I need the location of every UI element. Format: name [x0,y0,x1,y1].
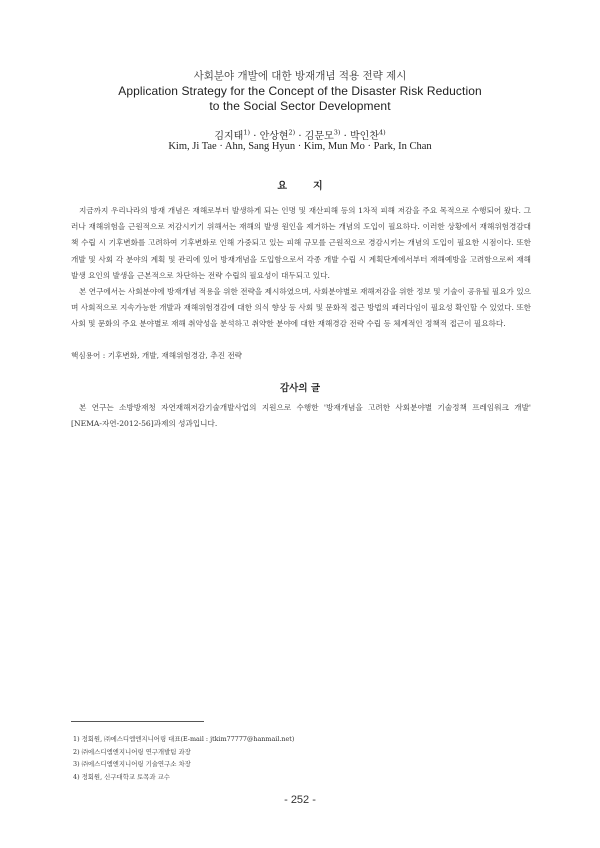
footnote-item: 4) 정회원, 신구대학교 토목과 교수 [73,772,170,781]
title-english-line1: Application Strategy for the Concept of the Disaster Risk Reduction [118,84,482,98]
abstract-paragraph-2-text: 본 연구에서는 사회분야에 방재개념 적용을 위한 전략을 제시하였으며, 사회분야별로 재해저감을 위한 정보 및 기술이 공유될 필요가 있으며 사회적으로 지속가능한 개발과 재해위험경감에 대한 의식 향상 등 사회 및 문화적 접근 방법의 패러다임이 필요성 확인할 수 있었다. 또한 사회 및 문화의 주요 분야별로 재해 취약성을 분석하고 취약한 분야에 대한 재해경감 전략 수립 등 체계적인 정책적 접근이 필요하다. [71,287,531,329]
abstract-paragraph-2 [71,284,531,333]
author-footnote-mark: 2) [288,128,296,137]
author-footnote-mark: 4) [378,128,386,137]
author-name: 박인찬 [350,131,379,142]
page-number: - 252 - [284,794,316,806]
title-korean: 사회분야 개발에 대한 방재개념 적용 전략 제시 [193,70,407,82]
author-name: 김문모 [304,131,334,142]
author-separator: · [253,131,257,142]
author-separator: · [298,131,302,142]
keywords: 핵심용어 : 기후변화, 개발, 재해위험경감, 추진 전략 [71,351,242,360]
title-english-line2: to the Social Sector Development [209,99,391,113]
author-footnote-mark: 3) [333,128,341,137]
footnotes [73,733,294,783]
footnote-item: 3) ㈜에스디엠엔지니어링 기술연구소 차장 [73,760,191,768]
author-separator: · [343,131,347,142]
abstract-paragraph-1-text: 지금까지 우리나라의 방재 개념은 재해로부터 발생하게 되는 인명 및 재산피해 등의 1차적 피해 저감을 주요 목적으로 수행되어 왔다. 그러나 재해위험을 근원적으로 저감시키기 위해서는 재해의 발생 원인을 제거하는 개념의 도입이 필요하다. 이러한 상황에서 재해위험경감대책 수립 시 기후변화를 고려하여 기후변화로 인해 가중되고 있는 피해 규모를 근원적으로 경감시키는 개념의 도입이 필요한 시점이다. 또한 개발 및 사회 각 분야의 계획 및 관리에 있어 방재개념을 도입함으로서 각종 개발 수립 시 계획단계에서부터 재해예방을 고려함으로써 재해 발생 요인의 발생을 근본적으로 차단하는 전략 수립의 필요성이 대두되고 있다. [71,206,532,280]
authors-korean [0,127,600,142]
footnote-item: 2) ㈜에스디엠엔지니어링 연구개발팀 과장 [73,747,191,756]
abstract-heading: 요지 [277,181,349,192]
footnote-divider [71,721,204,722]
author-name: 안상현 [259,131,289,142]
footnote-item: 1) 정회원, ㈜에스디엠엔지니어링 대표(E-mail : jtkim77777@hanmail.net) [73,735,295,743]
acknowledgement-text: 본 연구는 소방방재청 자연재해저감기술개발사업의 지원으로 수행한 '방재개념을 고려한 사회분야별 기술정책 프레임워크 개발' [NEMA-자연-2012-56]과제의 성과입니다. [71,403,531,429]
author-footnote-mark: 1) [243,128,250,137]
author-name: 김지태 [214,131,244,142]
acknowledgement-paragraph [71,400,531,432]
authors-english: Kim, Ji Tae · Ahn, Sang Hyun · Kim, Mun Mo · Park, In Chan [168,141,432,152]
abstract-paragraph-1 [71,203,531,284]
acknowledgement-heading: 감사의 글 [279,383,320,394]
